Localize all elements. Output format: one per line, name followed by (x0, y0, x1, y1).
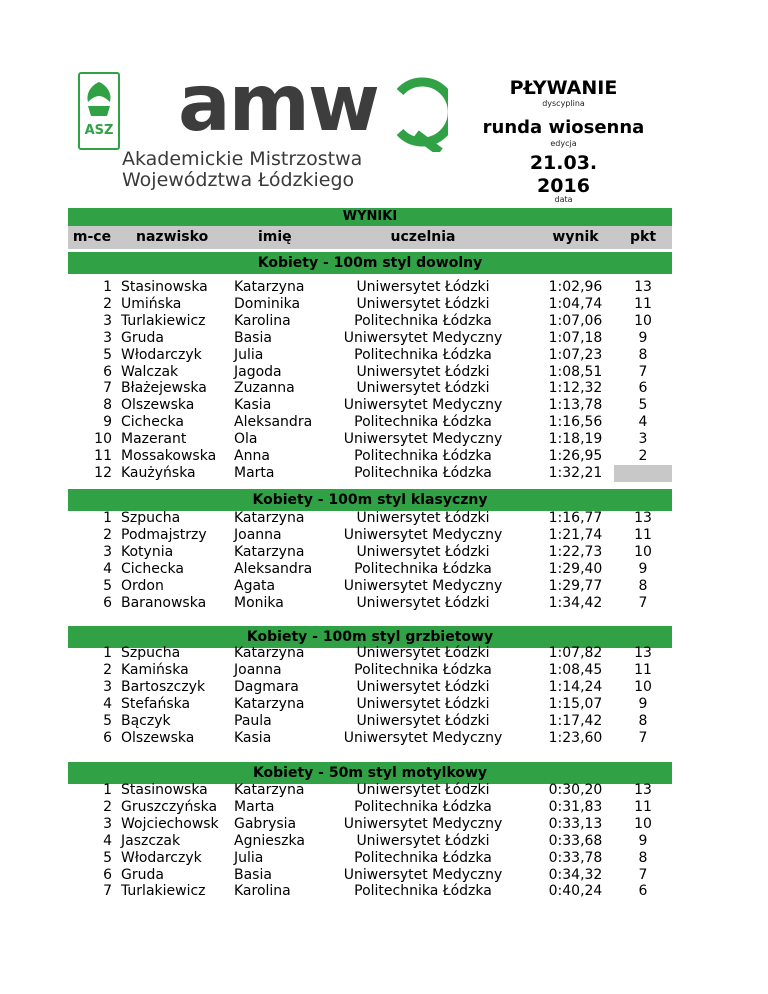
result-cell: 1:07,18 (548, 329, 603, 346)
surname-cell: Olszewska (121, 397, 195, 414)
place-cell: 2 (103, 661, 112, 678)
points-cell: 10 (634, 543, 652, 560)
points-cell: 9 (638, 329, 648, 346)
place-cell: 9 (103, 414, 112, 431)
result-cell: 0:30,20 (548, 782, 603, 798)
surname-cell: Włodarczyk (121, 849, 202, 866)
result-cell: 1:32,21 (548, 464, 603, 481)
name-cell: Anna (234, 448, 270, 464)
points-cell: 2 (638, 448, 648, 464)
place-cell: 2 (103, 526, 112, 543)
result-cell: 1:07,06 (548, 312, 603, 329)
table-row (68, 833, 672, 850)
university-cell: Politechnika Łódzka (354, 849, 492, 866)
org-name-line2: Województwa Łódzkiego (122, 169, 355, 191)
points-cell: 13 (634, 782, 652, 798)
name-cell: Aleksandra (234, 560, 313, 577)
table-row (68, 448, 672, 465)
table-row (68, 595, 672, 612)
place-cell: 2 (103, 295, 112, 312)
name-cell: Marta (234, 464, 275, 481)
table-row (68, 730, 672, 747)
name-cell: Joanna (234, 661, 282, 678)
result-cell: 1:22,73 (548, 543, 603, 560)
name-cell: Karolina (234, 312, 291, 329)
name-cell: Aleksandra (234, 414, 313, 431)
result-cell: 1:23,60 (548, 729, 603, 746)
result-cell: 1:16,56 (548, 414, 603, 431)
table-row (68, 431, 672, 448)
place-cell: 12 (94, 464, 112, 481)
name-cell: Katarzyna (234, 695, 305, 712)
points-cell: 13 (634, 279, 652, 295)
name-cell: Zuzanna (234, 380, 295, 397)
university-cell: Uniwersytet Medyczny (343, 729, 503, 746)
col-place: m-ce (72, 229, 112, 245)
points-cell: 9 (638, 560, 648, 577)
surname-cell: Szpucha (121, 645, 181, 661)
table-row (68, 397, 672, 414)
points-cell: 9 (638, 695, 648, 712)
place-cell: 4 (103, 560, 112, 577)
place-cell: 4 (103, 832, 112, 849)
place-cell: 3 (103, 815, 112, 832)
university-cell: Politechnika Łódzka (354, 560, 492, 577)
result-cell: 0:34,32 (548, 866, 603, 883)
university-cell: Uniwersytet Medyczny (343, 866, 503, 883)
place-cell: 5 (103, 849, 112, 866)
result-cell: 1:08,45 (548, 661, 603, 678)
university-cell: Uniwersytet Medyczny (343, 526, 503, 543)
name-cell: Katarzyna (234, 510, 305, 526)
discipline-value: PŁYWANIE (509, 77, 618, 99)
university-cell: Uniwersytet Łódzki (356, 543, 490, 560)
place-cell: 7 (103, 380, 112, 397)
surname-cell: Gruda (121, 329, 164, 346)
col-university: uczelnia (390, 229, 456, 245)
date-label: data (554, 195, 573, 204)
place-cell: 6 (103, 866, 112, 883)
name-cell: Kasia (234, 397, 272, 414)
result-cell: 1:16,77 (548, 510, 603, 526)
name-cell: Julia (234, 849, 264, 866)
name-cell: Jagoda (234, 363, 282, 380)
place-cell: 2 (103, 798, 112, 815)
university-cell: Politechnika Łódzka (354, 448, 492, 464)
name-cell: Marta (234, 798, 275, 815)
university-cell: Uniwersytet Łódzki (356, 510, 490, 526)
date-line1: 21.03. (529, 152, 598, 174)
points-cell: 7 (638, 729, 648, 746)
university-cell: Uniwersytet Łódzki (356, 594, 490, 611)
surname-cell: Mazerant (121, 431, 187, 448)
place-cell: 3 (103, 312, 112, 329)
place-cell: 5 (103, 577, 112, 594)
surname-cell: Turlakiewicz (121, 883, 206, 900)
university-cell: Politechnika Łódzka (354, 883, 492, 900)
table-row (68, 867, 672, 884)
points-cell: 6 (638, 380, 648, 397)
table-row (68, 679, 672, 696)
points-cell: 13 (634, 510, 652, 526)
result-cell: 1:08,51 (548, 363, 603, 380)
place-cell: 3 (103, 543, 112, 560)
table-row (68, 414, 672, 431)
surname-cell: Gruda (121, 866, 164, 883)
university-cell: Politechnika Łódzka (354, 414, 492, 431)
points-cell: 11 (634, 798, 652, 815)
section-title: Kobiety - 100m styl grzbietowy (68, 626, 672, 648)
points-cell: 11 (634, 526, 652, 543)
name-cell: Agnieszka (234, 832, 305, 849)
surname-cell: Kaużyńska (121, 464, 196, 481)
table-row (68, 850, 672, 867)
points-cell: 8 (638, 712, 648, 729)
surname-cell: Turlakiewicz (121, 312, 206, 329)
surname-cell: Kotynia (121, 543, 174, 560)
surname-cell: Bączyk (121, 712, 171, 729)
name-cell: Ola (234, 431, 258, 448)
result-cell: 0:31,83 (548, 798, 603, 815)
surname-cell: Szpucha (121, 510, 181, 526)
surname-cell: Kamińska (121, 661, 189, 678)
table-row (68, 380, 672, 397)
section-title: Kobiety - 100m styl klasyczny (68, 489, 672, 511)
table-row (68, 645, 672, 662)
surname-cell: Olszewska (121, 729, 195, 746)
logo-letters: ASZ (84, 123, 114, 138)
university-cell: Uniwersytet Łódzki (356, 645, 490, 661)
university-cell: Uniwersytet Łódzki (356, 712, 490, 729)
result-cell: 1:07,23 (548, 346, 603, 363)
points-cell: 11 (634, 661, 652, 678)
name-cell: Katarzyna (234, 279, 305, 295)
place-cell: 3 (103, 678, 112, 695)
points-cell: 7 (638, 866, 648, 883)
name-cell: Basia (234, 329, 272, 346)
name-cell: Katarzyna (234, 543, 305, 560)
result-cell: 0:33,78 (548, 849, 603, 866)
points-cell: 8 (638, 346, 648, 363)
university-cell: Uniwersytet Łódzki (356, 295, 490, 312)
university-cell: Politechnika Łódzka (354, 346, 492, 363)
name-cell: Agata (234, 577, 276, 594)
result-cell: 1:02,96 (548, 279, 603, 295)
table-row (68, 527, 672, 544)
university-cell: Uniwersytet Łódzki (356, 782, 490, 798)
result-cell: 1:12,32 (548, 380, 603, 397)
date-line2: 2016 (537, 175, 590, 197)
table-row (68, 816, 672, 833)
table-row (68, 330, 672, 347)
result-cell: 1:26,95 (548, 448, 603, 464)
place-cell: 6 (103, 594, 112, 611)
university-cell: Uniwersytet Łódzki (356, 380, 490, 397)
name-cell: Dagmara (234, 678, 299, 695)
surname-cell: Walczak (121, 363, 179, 380)
surname-cell: Gruszczyńska (121, 798, 218, 815)
table-row (68, 782, 672, 799)
place-cell: 5 (103, 712, 112, 729)
points-cell: 8 (638, 849, 648, 866)
points-cell: 13 (634, 645, 652, 661)
table-row (68, 696, 672, 713)
logo-word: amw (178, 72, 378, 149)
points-cell: 9 (638, 832, 648, 849)
university-cell: Uniwersytet Medyczny (343, 397, 503, 414)
points-cell: 7 (638, 594, 648, 611)
surname-cell: Bartoszczyk (121, 678, 206, 695)
name-cell: Katarzyna (234, 645, 305, 661)
points-cell: 3 (638, 431, 648, 448)
table-row (68, 713, 672, 730)
name-cell: Monika (234, 594, 284, 611)
col-name: imię (258, 229, 292, 245)
university-cell: Uniwersytet Medyczny (343, 577, 503, 594)
university-cell: Uniwersytet Łódzki (356, 279, 490, 295)
org-name-line1: Akademickie Mistrzostwa (122, 148, 363, 170)
col-surname: nazwisko (136, 229, 209, 245)
points-cell: 10 (634, 678, 652, 695)
table-row (68, 662, 672, 679)
place-cell: 6 (103, 729, 112, 746)
table-row (68, 465, 672, 482)
result-cell: 1:07,82 (548, 645, 603, 661)
col-result: wynik (552, 229, 599, 245)
place-cell: 6 (103, 363, 112, 380)
result-cell: 0:33,68 (548, 832, 603, 849)
result-cell: 1:34,42 (548, 594, 603, 611)
surname-cell: Stasinowska (121, 279, 208, 295)
place-cell: 11 (94, 448, 112, 464)
table-row (68, 364, 672, 381)
place-cell: 8 (103, 397, 112, 414)
name-cell: Katarzyna (234, 782, 305, 798)
surname-cell: Umińska (121, 295, 182, 312)
surname-cell: Błażejewska (121, 380, 207, 397)
result-cell: 1:18,19 (548, 431, 603, 448)
points-cell: 10 (634, 815, 652, 832)
place-cell: 7 (103, 883, 112, 900)
points-cell: 7 (638, 363, 648, 380)
table-row (68, 296, 672, 313)
points-cell: 6 (638, 883, 648, 900)
name-cell: Paula (234, 712, 272, 729)
result-cell: 0:33,13 (548, 815, 603, 832)
surname-cell: Mossakowska (121, 448, 217, 464)
result-cell: 1:04,74 (548, 295, 603, 312)
section-title: Kobiety - 50m styl motylkowy (68, 762, 672, 784)
surname-cell: Jaszczak (121, 832, 181, 849)
edition-label: edycja (550, 139, 577, 148)
result-cell: 0:40,24 (548, 883, 603, 900)
empty-points-cell (614, 465, 672, 482)
surname-cell: Wojciechowsk (121, 815, 219, 832)
surname-cell: Podmajstrzy (121, 526, 207, 543)
place-cell: 5 (103, 346, 112, 363)
amw-wordmark-logo (178, 72, 448, 152)
result-cell: 1:17,42 (548, 712, 603, 729)
place-cell: 4 (103, 695, 112, 712)
table-row (68, 510, 672, 527)
asz-shield-logo (78, 72, 120, 150)
table-row (68, 578, 672, 595)
university-cell: Uniwersytet Łódzki (356, 695, 490, 712)
result-cell: 1:21,74 (548, 526, 603, 543)
university-cell: Politechnika Łódzka (354, 798, 492, 815)
points-cell: 4 (638, 414, 648, 431)
name-cell: Karolina (234, 883, 291, 900)
result-cell: 1:29,40 (548, 560, 603, 577)
name-cell: Dominika (234, 295, 301, 312)
result-cell: 1:13,78 (548, 397, 603, 414)
results-title: WYNIKI (68, 208, 672, 226)
result-cell: 1:14,24 (548, 678, 603, 695)
place-cell: 1 (103, 279, 112, 295)
points-cell: 10 (634, 312, 652, 329)
col-points: pkt (629, 229, 657, 245)
table-row (68, 544, 672, 561)
table-row (68, 279, 672, 296)
surname-cell: Stasinowska (121, 782, 208, 798)
university-cell: Politechnika Łódzka (354, 661, 492, 678)
discipline-label: dyscyplina (542, 99, 585, 108)
result-cell: 1:29,77 (548, 577, 603, 594)
table-row (68, 561, 672, 578)
university-cell: Politechnika Łódzka (354, 464, 492, 481)
place-cell: 1 (103, 782, 112, 798)
table-row (68, 313, 672, 330)
surname-cell: Ordon (121, 577, 164, 594)
table-row (68, 883, 672, 900)
result-cell: 1:15,07 (548, 695, 603, 712)
university-cell: Uniwersytet Medyczny (343, 815, 503, 832)
place-cell: 10 (94, 431, 112, 448)
university-cell: Uniwersytet Łódzki (356, 832, 490, 849)
university-cell: Uniwersytet Medyczny (343, 431, 503, 448)
name-cell: Basia (234, 866, 272, 883)
section-title: Kobiety - 100m styl dowolny (68, 252, 672, 274)
place-cell: 1 (103, 510, 112, 526)
table-row (68, 799, 672, 816)
table-row (68, 347, 672, 364)
points-cell: 5 (638, 397, 648, 414)
surname-cell: Cichecka (121, 414, 184, 431)
surname-cell: Baranowska (121, 594, 207, 611)
university-cell: Uniwersytet Łódzki (356, 678, 490, 695)
points-cell: 11 (634, 295, 652, 312)
surname-cell: Włodarczyk (121, 346, 202, 363)
points-cell: 8 (638, 577, 648, 594)
edition-value: runda wiosenna (482, 117, 645, 138)
place-cell: 3 (103, 329, 112, 346)
place-cell: 1 (103, 645, 112, 661)
surname-cell: Cichecka (121, 560, 184, 577)
name-cell: Joanna (234, 526, 282, 543)
column-header-row (68, 226, 672, 249)
university-cell: Politechnika Łódzka (354, 312, 492, 329)
surname-cell: Stefańska (121, 695, 191, 712)
university-cell: Uniwersytet Medyczny (343, 329, 503, 346)
name-cell: Gabrysia (234, 815, 297, 832)
university-cell: Uniwersytet Łódzki (356, 363, 490, 380)
name-cell: Julia (234, 346, 264, 363)
name-cell: Kasia (234, 729, 272, 746)
